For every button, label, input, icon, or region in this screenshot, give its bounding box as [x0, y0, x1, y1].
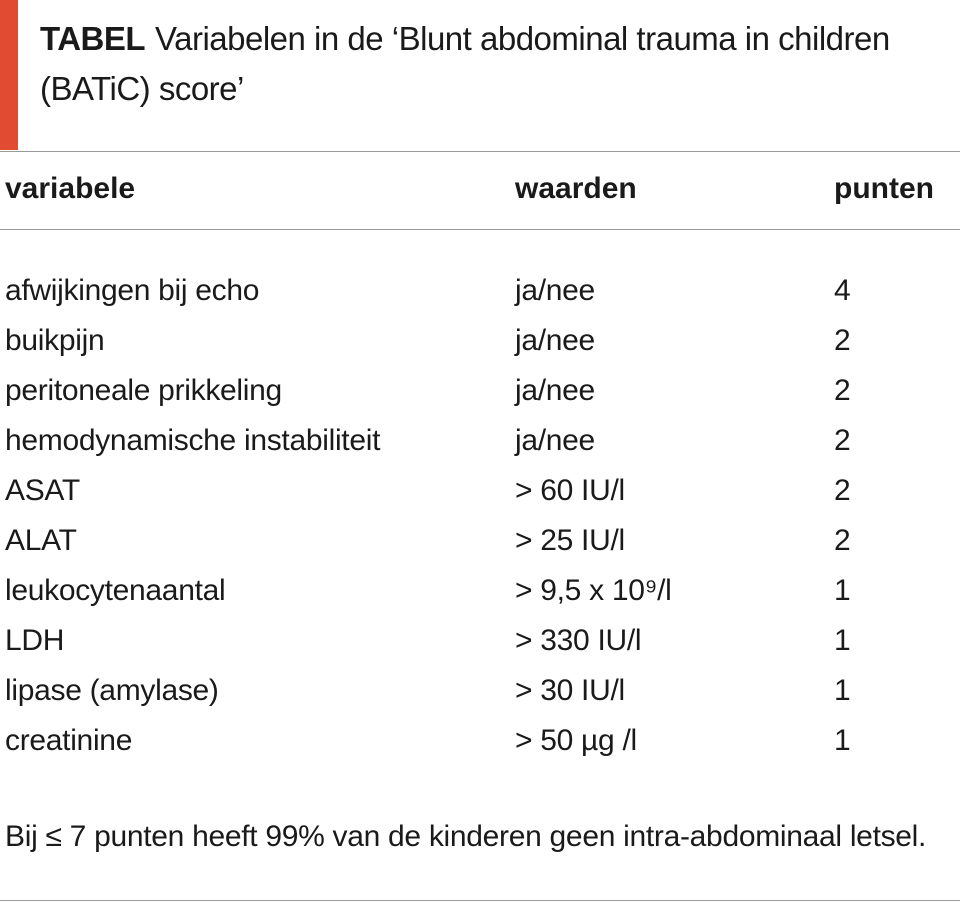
table-row	[0, 466, 960, 516]
cell-variable: hemodynamische instabiliteit	[5, 424, 381, 457]
cell-variable: LDH	[5, 624, 65, 657]
cell-points: 2	[834, 474, 851, 507]
header-variable: variabele	[5, 172, 136, 205]
header-divider	[0, 229, 960, 230]
cell-points: 2	[834, 324, 851, 357]
cell-points: 2	[834, 524, 851, 557]
cell-points: 2	[834, 424, 851, 457]
cell-variable: ALAT	[5, 524, 77, 557]
top-divider	[0, 151, 960, 152]
cell-points: 1	[834, 574, 851, 607]
cell-value: > 30 IU/l	[515, 674, 625, 707]
table-row	[0, 716, 960, 766]
cell-value: > 60 IU/l	[515, 474, 625, 507]
table-label: TABEL	[40, 20, 146, 57]
cell-value: > 50 µg /l	[515, 724, 637, 757]
cell-value: ja/nee	[515, 424, 595, 457]
table-row	[0, 366, 960, 416]
table-row	[0, 616, 960, 666]
header-points: punten	[834, 172, 934, 205]
cell-value: ja/nee	[515, 374, 595, 407]
cell-variable: peritoneale prikkeling	[5, 374, 282, 407]
cell-variable: buikpijn	[5, 324, 105, 357]
cell-variable: leukocytenaantal	[5, 574, 226, 607]
table-header	[0, 166, 960, 212]
table-row	[0, 316, 960, 366]
bottom-divider	[0, 900, 960, 901]
cell-points: 2	[834, 374, 851, 407]
table-row	[0, 566, 960, 616]
cell-value: > 25 IU/l	[515, 524, 625, 557]
table-row	[0, 666, 960, 716]
table-row	[0, 266, 960, 316]
cell-points: 1	[834, 724, 851, 757]
table-footnote: Bij ≤ 7 punten heeft 99% van de kinderen geen intra-abdominaal letsel.	[5, 820, 927, 853]
cell-value: ja/nee	[515, 274, 595, 307]
cell-variable: afwijkingen bij echo	[5, 274, 260, 307]
table-row	[0, 416, 960, 466]
cell-value: > 330 IU/l	[515, 624, 642, 657]
cell-variable: ASAT	[5, 474, 80, 507]
cell-value: ja/nee	[515, 324, 595, 357]
cell-points: 4	[834, 274, 851, 307]
cell-variable: lipase (amylase)	[5, 674, 219, 707]
cell-points: 1	[834, 674, 851, 707]
cell-variable: creatinine	[5, 724, 133, 757]
table-row	[0, 516, 960, 566]
table-body	[0, 266, 960, 766]
table-caption	[40, 14, 950, 114]
table-title: Variabelen in de ‘Blunt abdominal trauma in children (BATiC) score’	[40, 20, 890, 107]
cell-points: 1	[834, 624, 851, 657]
accent-bar	[0, 0, 18, 150]
cell-value: > 9,5 x 10⁹/l	[515, 574, 672, 607]
header-values: waarden	[515, 172, 637, 205]
